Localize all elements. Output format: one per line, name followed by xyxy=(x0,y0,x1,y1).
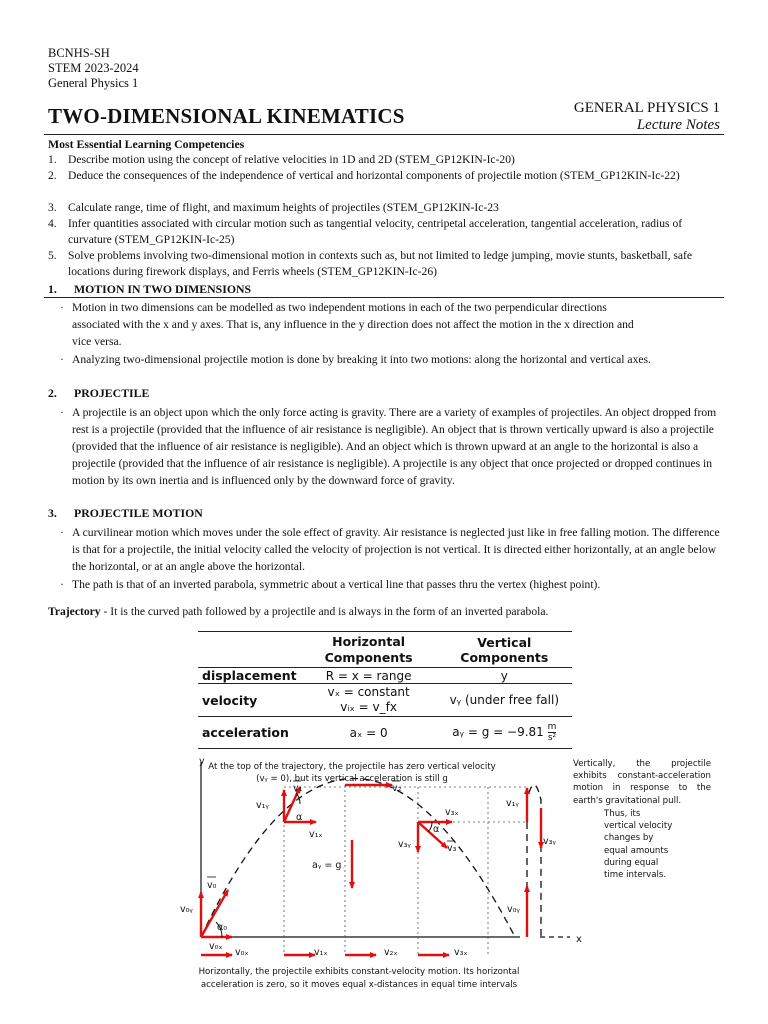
ay-label: aᵧ = g xyxy=(312,860,342,871)
melc-item: 2. Deduce the consequences of the independence of vertical and horizontal components of projectile motion (STEM_GP12KIN-Ic-22) xyxy=(48,169,680,182)
alpha-right-label: α xyxy=(433,824,440,835)
section-heading-projectile-motion: 3. PROJECTILE MOTION xyxy=(48,506,203,520)
alpha0-label: α₀ xyxy=(217,922,228,933)
trajectory-definition: Trajectory - It is the curved path followed by a projectile and is always in the form of an inverted parabola. xyxy=(48,605,549,618)
melc-item: 4. Infer quantities associated with circular motion such as tangential velocity, centripetal acceleration, tangential acceleration, radius of curvature (STEM_GP12KIN-Ic-25) xyxy=(48,217,683,246)
side-note-2: Thus, its vertical velocity changes by equal amounts during equal time intervals. xyxy=(604,809,673,881)
melc-item: 1. Describe motion using the concept of relative velocities in 1D and 2D (STEM_GP12KIN-Ic-20) xyxy=(48,153,515,166)
v3y-right-label: v₃ᵧ xyxy=(543,836,556,847)
table-header: Horizontal Components xyxy=(301,632,437,668)
melc-item: 3. Calculate range, time of flight, and maximum heights of projectiles (STEM_GP12KIN-Ic-23 xyxy=(48,201,499,214)
v1y-right-label: v₁ᵧ xyxy=(506,798,519,809)
table-row: displacement R = x = range y xyxy=(198,668,572,684)
v0y-right-label: v₀ᵧ xyxy=(507,904,520,915)
table-row: acceleration aₓ = 0 aᵧ = g = −9.81 $\frac{m}{\text{s²}}$ xyxy=(198,717,572,749)
subject-name: General Physics 1 xyxy=(48,76,139,90)
x-axis-label: x xyxy=(576,934,582,945)
top-note-line-1: At the top of the trajectory, the projectile has zero vertical velocity xyxy=(208,762,496,772)
section-heading-motion-2d: 1. MOTION IN TWO DIMENSIONS xyxy=(48,282,252,296)
v3-label: v₃ xyxy=(447,843,457,854)
side-note: Vertically, the projectile exhibits constant-acceleration motion in response to the earth's gravitational pull. xyxy=(573,759,711,806)
v0y-label: v₀ᵧ xyxy=(180,904,193,915)
top-note-line-2: (vᵧ = 0), but its vertical acceleration is still g xyxy=(256,774,448,784)
bottom-note-line-2: acceleration is zero, so it moves equal x-distances in equal time intervals xyxy=(200,980,518,990)
section-heading-projectile: 2. PROJECTILE xyxy=(48,386,150,400)
y-axis-label: y xyxy=(199,756,205,767)
course-type: Lecture Notes xyxy=(636,117,720,133)
v2-label: v₂ xyxy=(392,783,402,794)
bullet-item: · Motion in two dimensions can be modelled as two independent motions in each of the two perpendicular directions associated with the x and y axes. That is, any influence in the y direction does not affect the motion in the x direction and vice versa. xyxy=(60,301,634,348)
table-row: velocity vₓ = constant vᵢₓ = v_fx vᵧ (under free fall) xyxy=(198,684,572,717)
v0x-bottom-label: v₀ₓ xyxy=(235,947,249,958)
title-divider xyxy=(44,134,724,135)
v0x-label: v₀ₓ xyxy=(209,941,223,952)
school-year: STEM 2023-2024 xyxy=(48,61,139,75)
page-title: TWO-DIMENSIONAL KINEMATICS xyxy=(48,104,405,128)
vector-arrows xyxy=(201,785,541,937)
bottom-note-line-1: Horizontally, the projectile exhibits constant-velocity motion. Its horizontal xyxy=(198,967,520,977)
course-name: GENERAL PHYSICS 1 xyxy=(573,100,720,116)
v1x-bottom-label: v₁ₓ xyxy=(314,947,328,958)
melc-item: 5. Solve problems involving two-dimensional motion in contexts such as, but not limited to ledge jumping, movie stunts, basketball, safe locations during firework displays, and Ferris wheels (STEM_GP12KIN-Ic-26) xyxy=(48,249,693,278)
table-header: Vertical Components xyxy=(437,632,572,668)
melc-heading: Most Essential Learning Competencies xyxy=(48,137,245,151)
v1x-label: v₁ₓ xyxy=(309,829,323,840)
table-header xyxy=(198,632,301,668)
school-name: BCNHS-SH xyxy=(48,46,110,60)
v1-label: v₁ xyxy=(293,783,303,794)
v0-label: v₀ xyxy=(207,880,217,891)
course-label xyxy=(574,100,720,134)
bullet-item: · A projectile is an object upon which the only force acting is gravity. There are a variety of examples of projectiles. An object dropped from rest is a projectile (provided that the influence of air resistance is negligible). An object that is thrown vertically upward is also a projectile (provided that the influence of air resistance is negligible). And an object which is thrown upward at an angle to the horizontal is also a projectile (provided that the influence of air resistance is negligible). A projectile is any object that once projected or dropped continues in motion by its own inertia and is influenced only by the downward force of gravity. xyxy=(60,406,717,487)
section-divider xyxy=(44,297,724,298)
trajectory-path xyxy=(201,779,515,938)
bullet-item: · A curvilinear motion which moves under the sole effect of gravity. Air resistance is neglected just like in free falling motion. The difference is that for a projectile, the initial velocity called the velocity of projection is not vertical. It is directed either horizontally, at an angle below the horizontal, or at an angle above the horizontal. xyxy=(60,526,720,573)
v1y-label: v₁ᵧ xyxy=(256,800,269,811)
bullet-item: · The path is that of an inverted parabola, symmetric about a vertical line that passes thru the vertex (highest point). xyxy=(60,578,601,591)
bullet-item: · Analyzing two-dimensional projectile motion is done by breaking it into two motions: along the horizontal and vertical axes. xyxy=(60,353,651,366)
components-table xyxy=(198,631,572,749)
v2x-bottom-label: v₂ₓ xyxy=(384,947,398,958)
v3x-bottom-label: v₃ₓ xyxy=(454,947,468,958)
vertical-path xyxy=(527,785,541,937)
v3x-label: v₃ₓ xyxy=(445,807,459,818)
alpha-label: α xyxy=(296,812,303,823)
v3y-label: v₃ᵧ xyxy=(398,839,411,850)
